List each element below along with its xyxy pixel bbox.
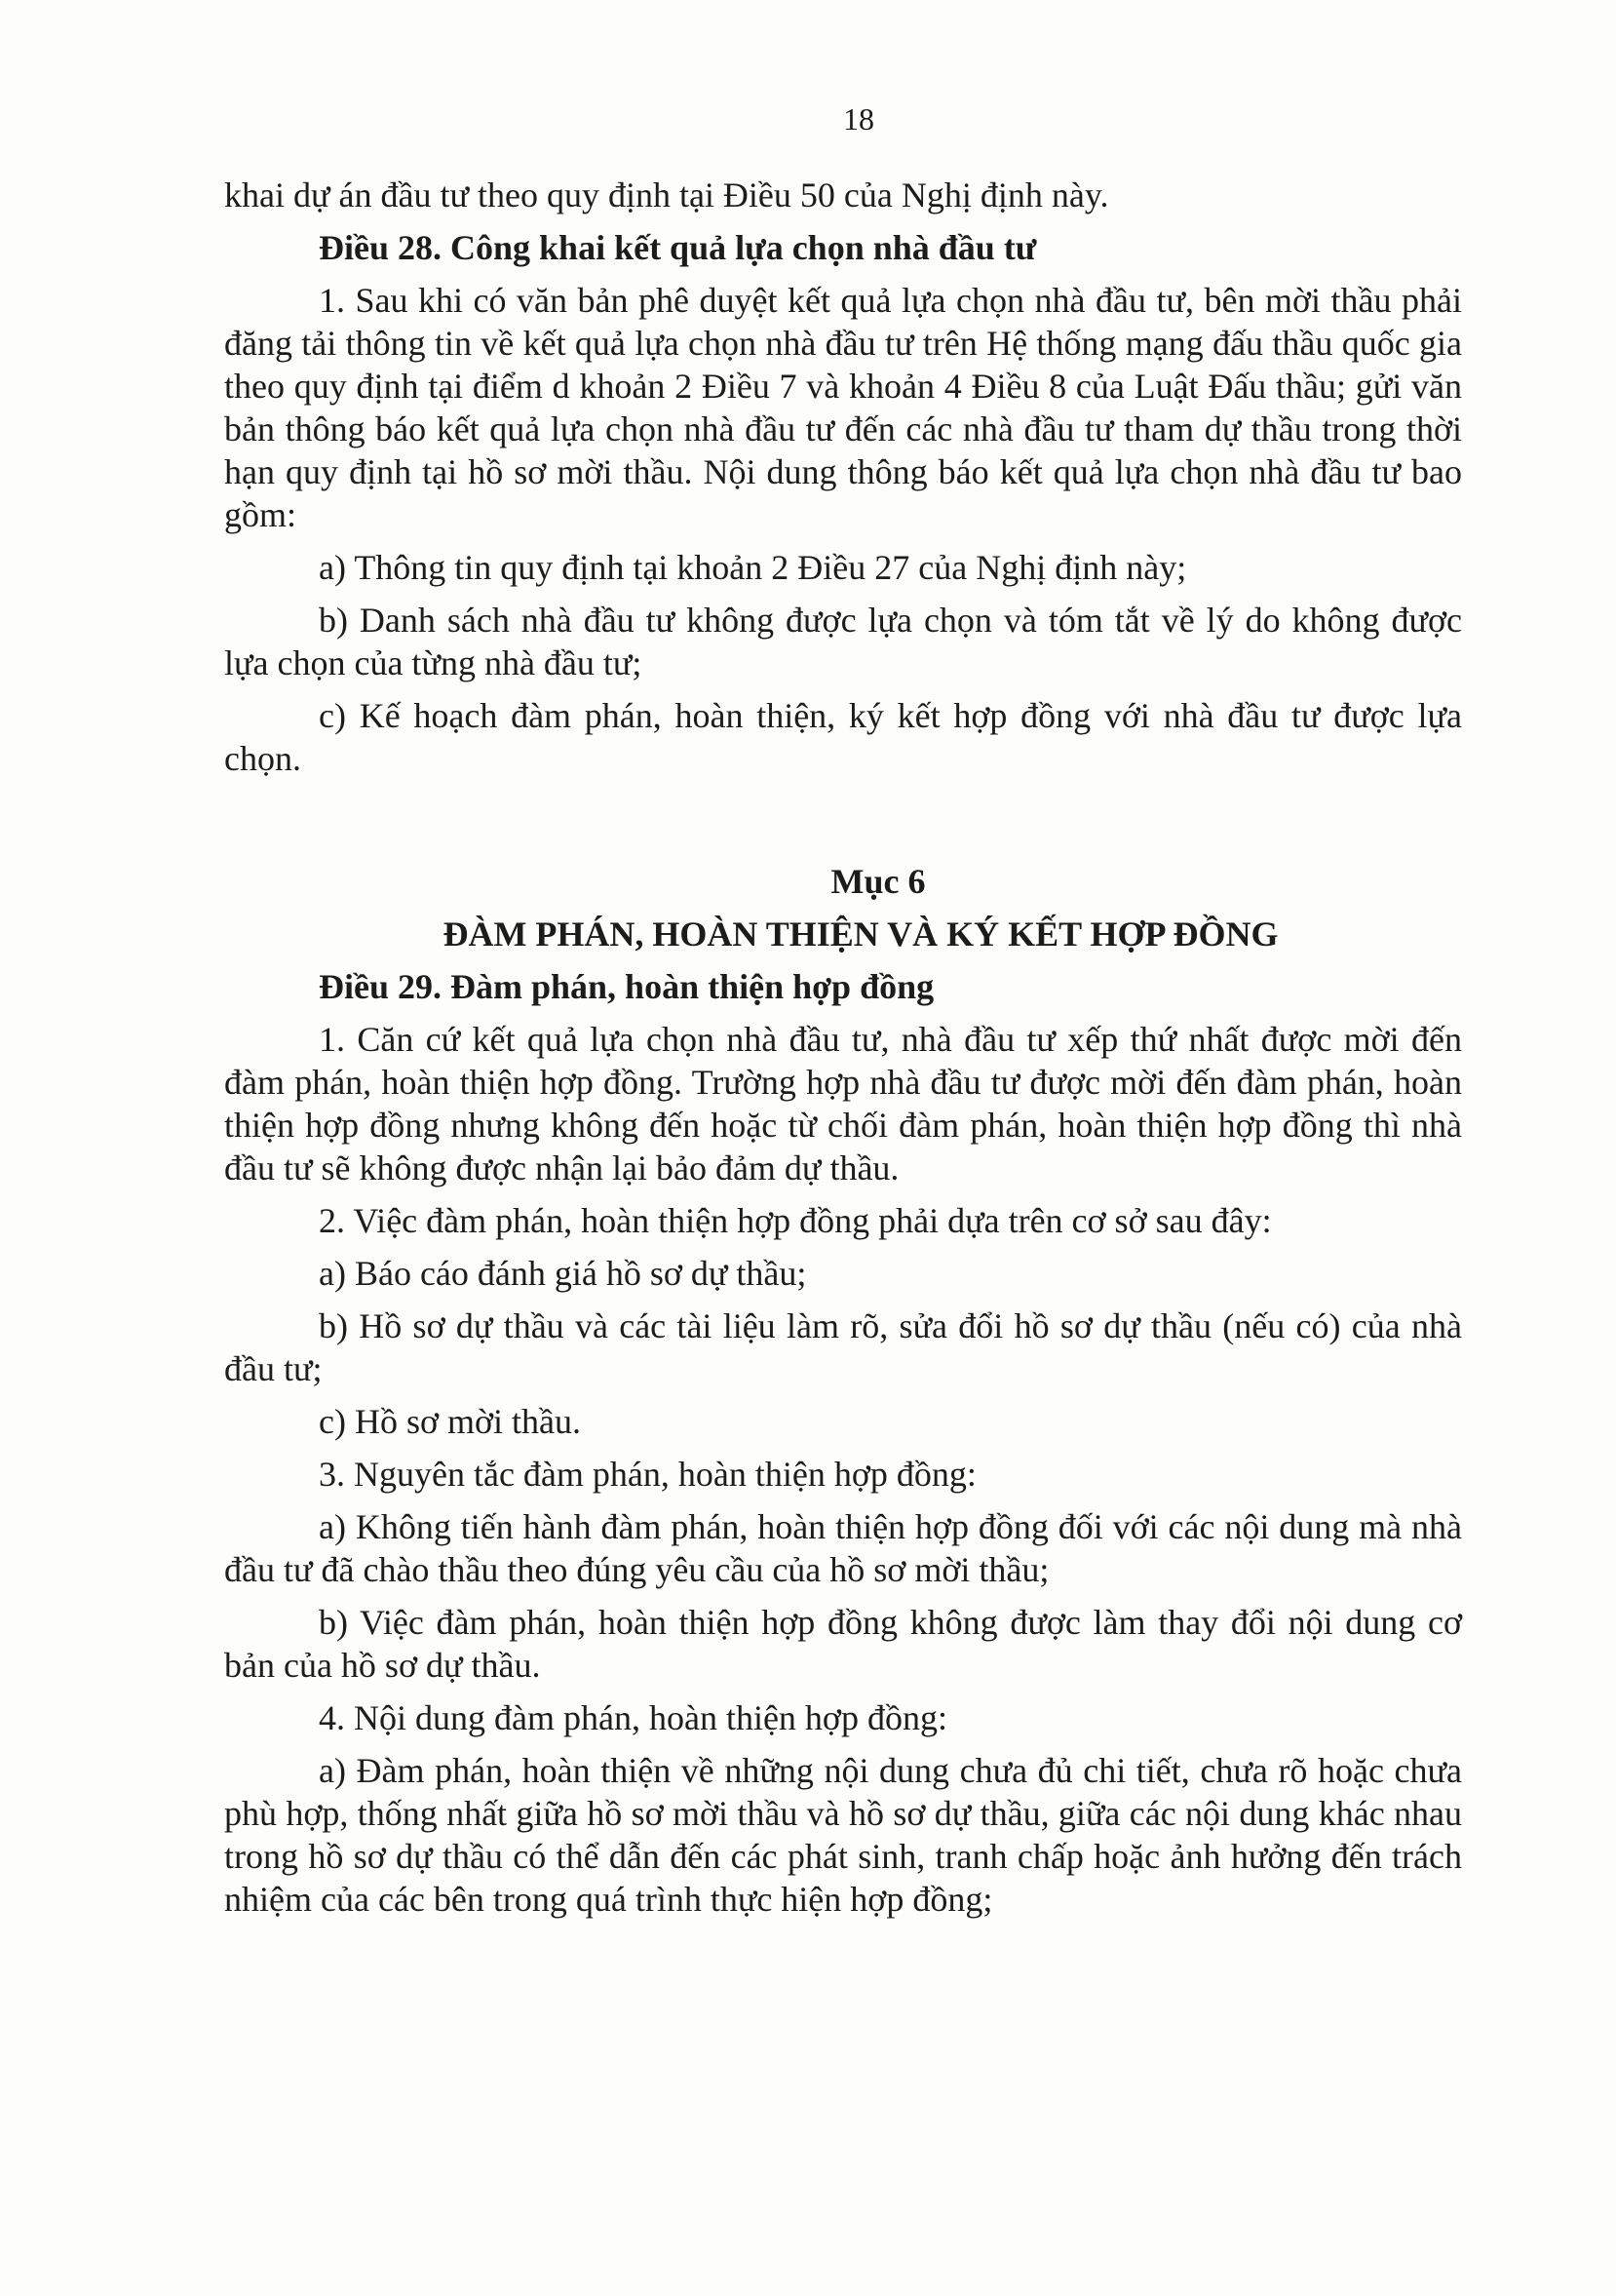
- article-28-heading: Điều 28. Công khai kết quả lựa chọn nhà đầu tư: [319, 228, 1037, 267]
- article-29-item-3a: a) Không tiến hành đàm phán, hoàn thiện hợp đồng đối với các nội dung mà nhà đầu tư đã chào thầu theo đúng yêu cầu của hồ sơ mời thầu;: [224, 1507, 1462, 1589]
- article-29-item-3b: b) Việc đàm phán, hoàn thiện hợp đồng không được làm thay đổi nội dung cơ bản của hồ sơ dự thầu.: [224, 1603, 1462, 1685]
- article-29-item-4a: a) Đàm phán, hoàn thiện về những nội dung chưa đủ chi tiết, chưa rõ hoặc chưa phù hợp, thống nhất giữa hồ sơ mời thầu và hồ sơ dự thầu, giữa các nội dung khác nhau trong hồ sơ dự thầu có thể dẫn đến các phát sinh, tranh chấp hoặc ảnh hưởng đến trách nhiệm của các bên trong quá trình thực hiện hợp đồng;: [224, 1751, 1462, 1919]
- article-28-item-c: c) Kế hoạch đàm phán, hoàn thiện, ký kết hợp đồng với nhà đầu tư được lựa chọn.: [224, 696, 1462, 778]
- article-29-paragraph-4: 4. Nội dung đàm phán, hoàn thiện hợp đồng:: [319, 1698, 947, 1737]
- article-29-paragraph-3: 3. Nguyên tắc đàm phán, hoàn thiện hợp đồng:: [319, 1455, 977, 1494]
- intro-line: khai dự án đầu tư theo quy định tại Điều 50 của Nghị định này.: [224, 175, 1109, 214]
- article-29-heading: Điều 29. Đàm phán, hoàn thiện hợp đồng: [319, 967, 935, 1006]
- page-number: 18: [843, 101, 874, 136]
- article-28-item-a: a) Thông tin quy định tại khoản 2 Điều 27 của Nghị định này;: [319, 548, 1187, 587]
- article-29-paragraph-2: 2. Việc đàm phán, hoàn thiện hợp đồng phải dựa trên cơ sở sau đây:: [319, 1201, 1272, 1240]
- article-29-item-2c: c) Hồ sơ mời thầu.: [319, 1402, 582, 1441]
- article-28-item-b: b) Danh sách nhà đầu tư không được lựa chọn và tóm tắt về lý do không được lựa chọn của từng nhà đầu tư;: [224, 601, 1462, 682]
- article-28-paragraph-1: 1. Sau khi có văn bản phê duyệt kết quả lựa chọn nhà đầu tư, bên mời thầu phải đăng tải thông tin về kết quả lựa chọn nhà đầu tư trên Hệ thống mạng đấu thầu quốc gia theo quy định tại điểm d khoản 2 Điều 7 và khoản 4 Điều 8 của Luật Đấu thầu; gửi văn bản thông báo kết quả lựa chọn nhà đầu tư đến các nhà đầu tư tham dự thầu trong thời hạn quy định tại hồ sơ mời thầu. Nội dung thông báo kết quả lựa chọn nhà đầu tư bao gồm:: [224, 281, 1462, 534]
- section-spacer: [224, 790, 1462, 860]
- section-label: Mục 6: [830, 862, 926, 901]
- article-29-item-2b: b) Hồ sơ dự thầu và các tài liệu làm rõ, sửa đổi hồ sơ dự thầu (nếu có) của nhà đầu tư;: [224, 1306, 1462, 1388]
- article-29-item-2a: a) Báo cáo đánh giá hồ sơ dự thầu;: [319, 1254, 807, 1293]
- section-title: ĐÀM PHÁN, HOÀN THIỆN VÀ KÝ KẾT HỢP ĐỒNG: [442, 915, 1279, 953]
- article-29-paragraph-1: 1. Căn cứ kết quả lựa chọn nhà đầu tư, nhà đầu tư xếp thứ nhất được mời đến đàm phán, hoàn thiện hợp đồng. Trường hợp nhà đầu tư được mời đến đàm phán, hoàn thiện hợp đồng nhưng không đến hoặc từ chối đàm phán, hoàn thiện hợp đồng thì nhà đầu tư sẽ không được nhận lại bảo đảm dự thầu.: [224, 1020, 1462, 1187]
